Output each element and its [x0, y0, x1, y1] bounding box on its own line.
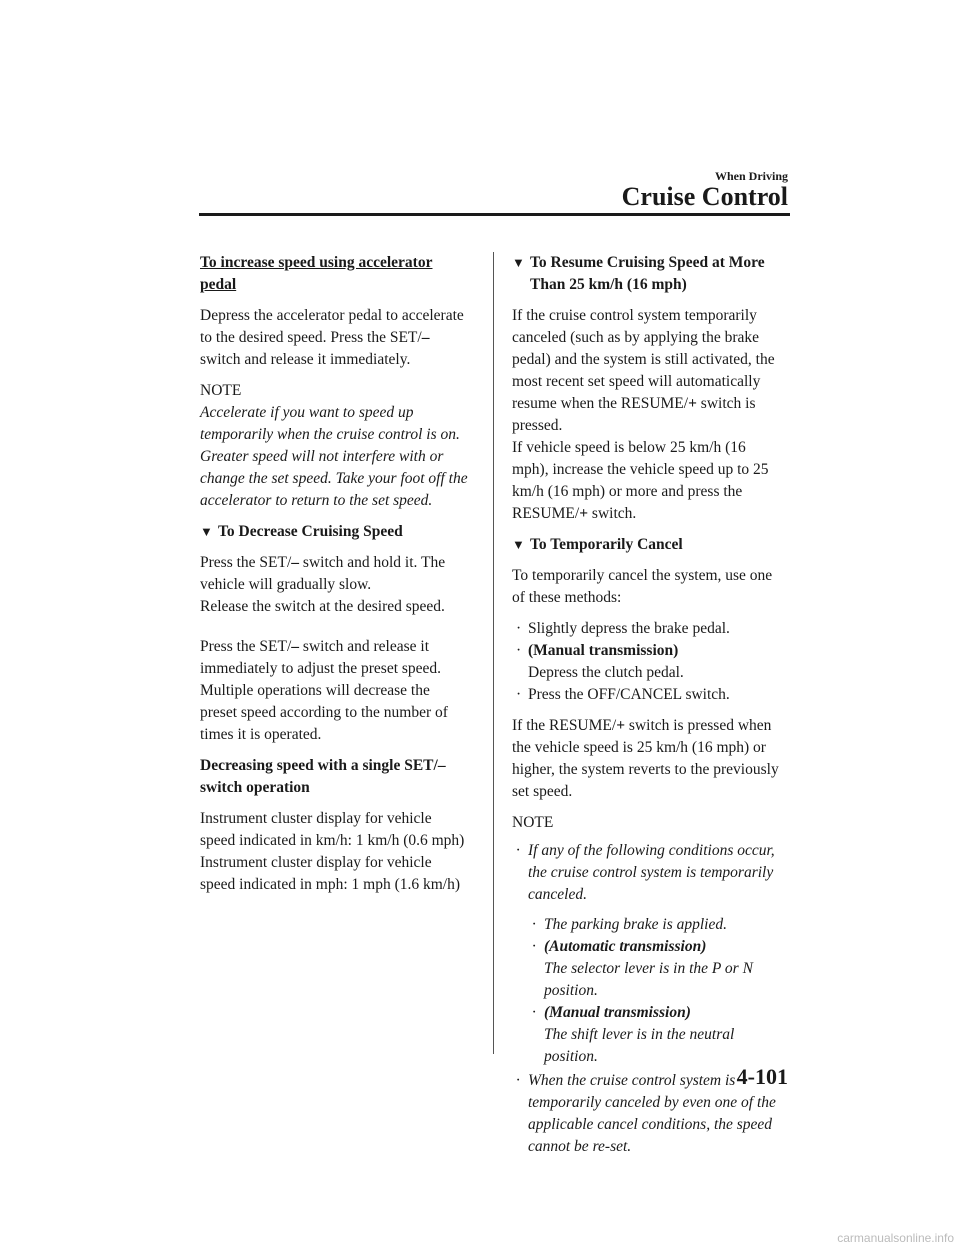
subheading-accelerator: To increase speed using accelerator pedal: [200, 254, 433, 293]
note-item-text: If any of the following conditions occur, the cruise control system is temporarily canceled.: [528, 842, 775, 903]
paragraph-display: [200, 808, 470, 896]
list-item: [512, 618, 782, 640]
section-heading-resume: [512, 252, 782, 296]
text-display-kmh: Instrument cluster display for vehicle speed indicated in km/h: 1 km/h (0.6 mph): [200, 810, 465, 849]
cancel-methods-list: [512, 618, 782, 706]
text-pressed-a: If the RESUME/: [512, 717, 617, 734]
bold-text-a: Decreasing speed with a single SET/: [200, 757, 438, 774]
list-item: [512, 640, 782, 684]
minus-icon: –: [437, 757, 446, 774]
note-item: [512, 840, 782, 1068]
bold-text-b: switch operation: [200, 779, 310, 796]
text-display-mph: Instrument cluster display for vehicle speed indicated in mph: 1 mph (1.6 km/h): [200, 854, 461, 893]
minus-icon: –: [291, 638, 300, 655]
bold-heading-single-set: [200, 755, 470, 799]
bullet-icon: ·: [532, 916, 536, 933]
text-resume-a: If the cruise control system temporarily canceled (such as by applying the brake pedal) and the system is still activated, the most recent set speed will automatically resume when the RESUME/: [512, 307, 775, 412]
text-accelerate-a: Depress the accelerator pedal to accelerate to the desired speed. Press the SET/: [200, 307, 464, 346]
page-title: Cruise Control: [621, 182, 788, 211]
paragraph-release: [200, 636, 470, 746]
text-release-b: switch and release it immediately to adjust the preset speed. Multiple operations will decrease the preset speed according to the number of times it is operated.: [200, 638, 448, 743]
paragraph-accelerate: [200, 305, 470, 371]
paragraph-cancel-intro: To temporarily cancel the system, use one of these methods:: [512, 567, 773, 606]
header-rule: [199, 213, 790, 216]
bullet-icon: ·: [516, 620, 522, 637]
footer-watermark: carmanualsonline.info: [837, 1231, 954, 1245]
note-item-text: When the cruise control system is temporarily canceled by even one of the applicable cancel conditions, the speed cannot be re-set.: [528, 1072, 776, 1155]
triangle-icon: ▼: [512, 255, 525, 270]
note-subitem: [528, 914, 782, 936]
bullet-icon: ·: [516, 686, 522, 703]
note-subitem-qualifier: (Automatic transmission): [544, 938, 707, 955]
list-item-text: Press the OFF/CANCEL switch.: [528, 686, 730, 703]
text-pressed-b: switch is pressed when the vehicle speed is 25 km/h (16 mph) or higher, the system reverts to the previously set speed.: [512, 717, 779, 800]
bullet-icon: ·: [516, 1072, 520, 1089]
note-subitem: [528, 936, 782, 1002]
note-subitem-text: The selector lever is in the P or N position.: [544, 960, 753, 999]
paragraph-resume-pressed: [512, 715, 782, 803]
section-title-decrease: To Decrease Cruising Speed: [218, 523, 403, 540]
note-subitem-text: The parking brake is applied.: [544, 916, 727, 933]
note-text: Accelerate if you want to speed up temporarily when the cruise control is on. Greater speed will not interfere with or change the set speed. Take your foot off the accelerator to return to the set speed.: [200, 404, 468, 509]
paragraph-hold: [200, 552, 470, 618]
section-heading-cancel: [512, 534, 782, 556]
section-title-resume: To Resume Cruising Speed at More Than 25 km/h (16 mph): [530, 254, 765, 293]
text-resume-d: switch.: [588, 505, 637, 522]
text-hold-b: switch and hold it. The vehicle will gradually slow.: [200, 554, 446, 593]
note-subitem: [528, 1002, 782, 1068]
bullet-icon: ·: [532, 938, 536, 955]
minus-icon: –: [421, 329, 430, 346]
text-release-a: Press the SET/: [200, 638, 292, 655]
right-column: [512, 252, 782, 1167]
list-item: [512, 684, 782, 706]
list-item-text: Depress the clutch pedal.: [528, 664, 684, 681]
note-sublist: [528, 914, 782, 1068]
plus-icon: +: [579, 505, 589, 522]
paragraph-resume: [512, 305, 782, 525]
triangle-icon: ▼: [512, 537, 525, 552]
minus-icon: –: [291, 554, 300, 571]
plus-icon: +: [616, 717, 626, 734]
page-number: 4-101: [736, 1064, 788, 1089]
column-divider: [493, 252, 494, 1054]
section-label: When Driving: [714, 169, 788, 183]
list-item-qualifier: (Manual transmission): [528, 642, 679, 659]
text-resume-c: If vehicle speed is below 25 km/h (16 mph), increase the vehicle speed up to 25 km/h (16 mph) or more and press the RESUME/: [512, 439, 769, 522]
text-resume-b: switch is pressed.: [512, 395, 756, 434]
note-subitem-text: The shift lever is in the neutral position.: [544, 1026, 735, 1065]
bullet-icon: ·: [532, 1004, 536, 1021]
bullet-icon: ·: [516, 642, 522, 659]
text-hold-c: Release the switch at the desired speed.: [200, 598, 445, 615]
note-list: [512, 840, 782, 1158]
text-hold-a: Press the SET/: [200, 554, 292, 571]
note-label: NOTE: [200, 382, 242, 399]
plus-icon: +: [688, 395, 697, 412]
section-heading-decrease: [200, 521, 470, 543]
note-label: NOTE: [512, 814, 554, 831]
note-subitem-qualifier: (Manual transmission): [544, 1004, 691, 1021]
left-column: [200, 252, 470, 905]
text-accelerate-b: switch and release it immediately.: [200, 351, 411, 368]
triangle-icon: ▼: [200, 524, 213, 539]
list-item-text: Slightly depress the brake pedal.: [528, 620, 730, 637]
section-title-cancel: To Temporarily Cancel: [530, 536, 683, 553]
bullet-icon: ·: [516, 842, 520, 859]
